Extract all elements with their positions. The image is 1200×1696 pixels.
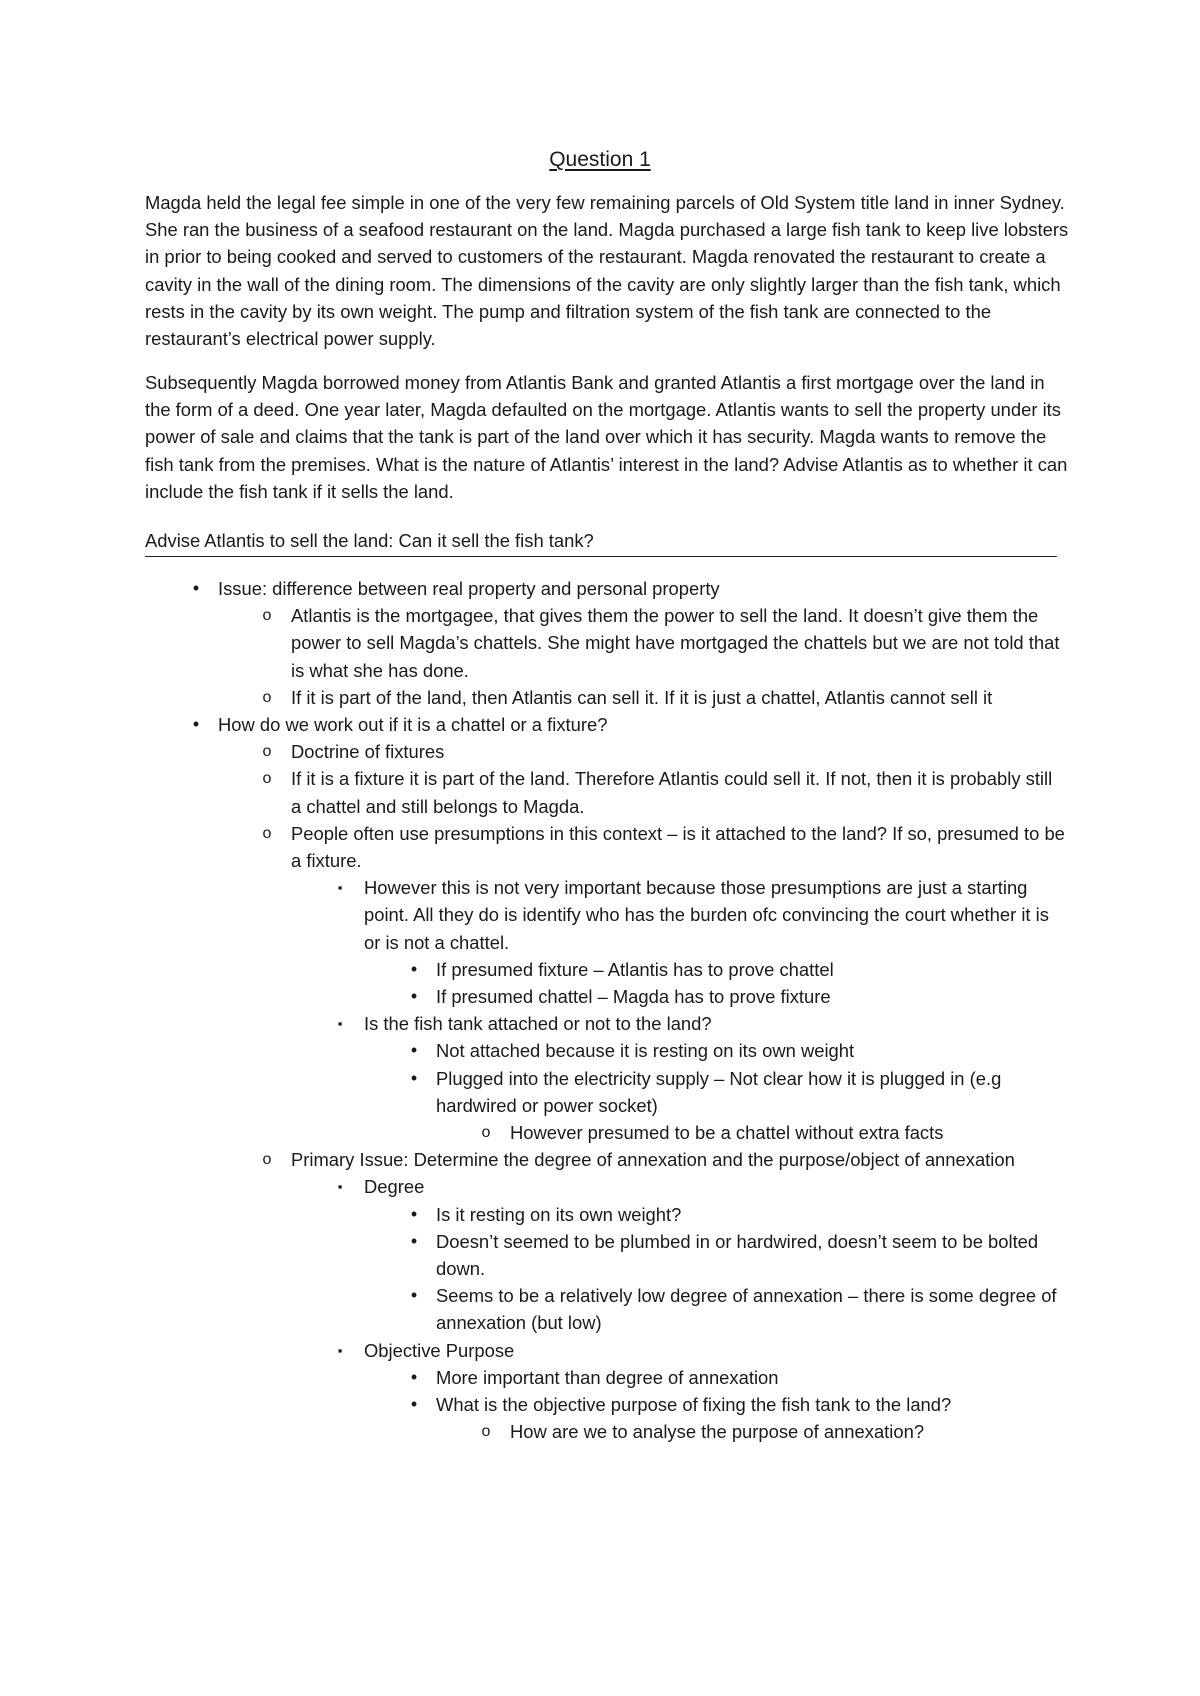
outline-item-level-4 bbox=[410, 1201, 1061, 1228]
bullet-circle-icon: o bbox=[262, 824, 272, 842]
outline-item-text: Atlantis is the mortgagee, that gives them the power to sell the land. It doesn’t give them the power to sell Magda’s chattels. She might have mortgaged the chattels but we are not told that is what she has done. bbox=[291, 605, 1060, 681]
bullet-dot-icon: • bbox=[192, 714, 200, 735]
outline-item-text: If it is part of the land, then Atlantis can sell it. If it is just a chattel, Atlantis cannot sell it bbox=[291, 686, 993, 708]
bullet-circle-icon: o bbox=[262, 743, 272, 761]
bullet-dot-icon: • bbox=[410, 1067, 418, 1088]
bullet-dot-icon: • bbox=[410, 1230, 418, 1251]
outline-item-text: Degree bbox=[364, 1176, 425, 1198]
outline-item-text: Plugged into the electricity supply – Not clear how it is plugged in (e.g hardwired or power socket) bbox=[436, 1067, 1002, 1116]
outline-item-level-2 bbox=[262, 1146, 1066, 1173]
outline-item-level-2 bbox=[262, 738, 1066, 765]
outline-item-level-4 bbox=[410, 1228, 1061, 1282]
bullet-dot-icon: • bbox=[410, 1040, 418, 1061]
bullet-dot-icon: • bbox=[410, 1366, 418, 1387]
outline-item-level-3 bbox=[337, 874, 1064, 956]
outline-item-level-4 bbox=[410, 1391, 1061, 1418]
bullet-circle-icon: o bbox=[262, 607, 272, 625]
outline-item-level-2 bbox=[262, 602, 1066, 684]
outline-item-text: Is the fish tank attached or not to the land? bbox=[364, 1013, 712, 1035]
outline-item-text: Not attached because it is resting on its own weight bbox=[436, 1040, 855, 1062]
bullet-circle-icon: o bbox=[262, 688, 272, 706]
outline-item-text: People often use presumptions in this context – is it attached to the land? If so, presumed to be a fixture. bbox=[291, 822, 1065, 872]
outline-item-level-2 bbox=[262, 765, 1066, 819]
bullet-circle-icon: o bbox=[481, 1124, 491, 1142]
outline-item-level-5 bbox=[481, 1418, 1070, 1445]
outline-item-level-2 bbox=[262, 820, 1066, 874]
outline-item-text: If presumed chattel – Magda has to prove fixture bbox=[436, 986, 831, 1008]
outline-item-level-4 bbox=[410, 1065, 1061, 1119]
bullet-dot-icon: • bbox=[410, 986, 418, 1007]
outline-item-level-4 bbox=[410, 1282, 1061, 1336]
outline-item-level-3 bbox=[337, 1337, 1064, 1364]
outline-item-text: How are we to analyse the purpose of annexation? bbox=[510, 1421, 925, 1443]
bullet-circle-icon: o bbox=[481, 1423, 491, 1441]
outline-item-text: Seems to be a relatively low degree of annexation – there is some degree of annexation (but low) bbox=[436, 1285, 1057, 1334]
outline-item-level-1 bbox=[192, 575, 1058, 602]
bullet-square-icon: ▪ bbox=[337, 1016, 343, 1032]
outline-item-text: If presumed fixture – Atlantis has to prove chattel bbox=[436, 958, 834, 980]
bullet-dot-icon: • bbox=[410, 958, 418, 979]
outline-item-level-1 bbox=[192, 711, 1058, 738]
outline-item-level-3 bbox=[337, 1173, 1064, 1200]
outline-item-text: Doesn’t seemed to be plumbed in or hardwired, doesn’t seem to be bolted down. bbox=[436, 1230, 1039, 1280]
bullet-square-icon: ▪ bbox=[337, 1179, 343, 1195]
outline-item-level-5 bbox=[481, 1119, 1070, 1146]
bullet-circle-icon: o bbox=[262, 770, 272, 788]
bullet-dot-icon: • bbox=[410, 1394, 418, 1415]
outline-item-level-2 bbox=[262, 684, 1066, 711]
scenario-paragraph-1: Magda held the legal fee simple in one of the very few remaining parcels of Old System title land in inner Sydney. She ran the business of a seafood restaurant on the land. Magda purchased a large fish tank to keep live lobsters in prior to being cooked and served to customers of the restaurant. Magda renovated the restaurant to create a cavity in the wall of the dining room. The dimensions of the cavity are only slightly larger than the fish tank, which rests in the cavity by its own weight. The pump and filtration system of the fish tank are connected to the restaurant’s electrical power supply. bbox=[145, 192, 1069, 350]
bullet-circle-icon: o bbox=[262, 1151, 272, 1169]
outline-item-level-4 bbox=[410, 1364, 1061, 1391]
outline-item-text: Issue: difference between real property and personal property bbox=[218, 578, 720, 599]
bullet-dot-icon: • bbox=[410, 1203, 418, 1224]
bullet-dot-icon: • bbox=[410, 1285, 418, 1306]
outline-item-text: What is the objective purpose of fixing the fish tank to the land? bbox=[436, 1394, 952, 1416]
outline-item-level-3 bbox=[337, 1010, 1064, 1037]
bullet-square-icon: ▪ bbox=[337, 880, 343, 896]
outline-item-text: However presumed to be a chattel without extra facts bbox=[510, 1122, 944, 1144]
bullet-square-icon: ▪ bbox=[337, 1342, 343, 1358]
outline-item-text: More important than degree of annexation bbox=[436, 1366, 779, 1388]
outline-item-level-4 bbox=[410, 983, 1061, 1010]
outline-item-text: If it is a fixture it is part of the land. Therefore Atlantis could sell it. If not, then it is probably still a chattel and still belongs to Magda. bbox=[291, 768, 1053, 817]
outline-item-level-4 bbox=[410, 1037, 1061, 1064]
bullet-dot-icon: • bbox=[192, 578, 200, 598]
outline-item-text: Is it resting on its own weight? bbox=[436, 1203, 682, 1225]
question-title: Question 1 bbox=[549, 148, 651, 171]
outline-item-text: Objective Purpose bbox=[364, 1339, 515, 1361]
outline-item-text: However this is not very important because those presumptions are just a starting point. All they do is identify who has the burden ofc convincing the court whether it is or is not a chattel. bbox=[364, 877, 1049, 953]
answer-outline bbox=[0, 575, 1200, 1446]
outline-item-text: Doctrine of fixtures bbox=[291, 741, 445, 763]
outline-item-level-4 bbox=[410, 956, 1061, 983]
section-heading: Advise Atlantis to sell the land: Can it sell the fish tank? bbox=[145, 527, 1057, 557]
outline-item-text: Primary Issue: Determine the degree of annexation and the purpose/object of annexation bbox=[291, 1149, 1015, 1171]
scenario-paragraph-2: Subsequently Magda borrowed money from Atlantis Bank and granted Atlantis a first mortgage over the land in the form of a deed. One year later, Magda defaulted on the mortgage. Atlantis wants to sell the property under its power of sale and claims that the tank is part of the land over which it has security. Magda wants to remove the fish tank from the premises. What is the nature of Atlantis’ interest in the land? Advise Atlantis as to whether it can include the fish tank if it sells the land. bbox=[145, 372, 1068, 502]
outline-item-text: How do we work out if it is a chattel or a fixture? bbox=[218, 714, 608, 736]
